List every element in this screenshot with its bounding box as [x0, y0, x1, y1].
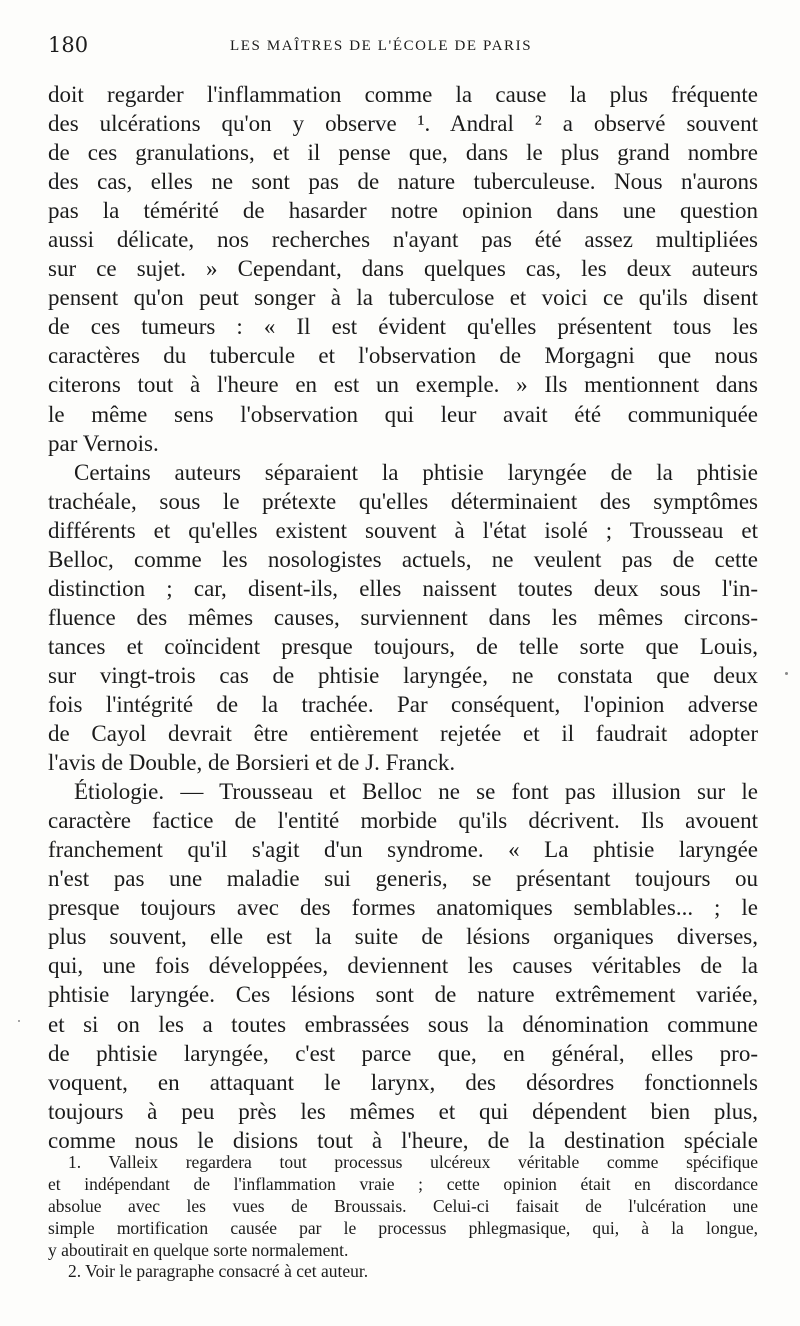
text-line: phtisie laryngée. Ces lésions sont de nature extrêmement variée,: [48, 982, 758, 1008]
text-line: des cas, elles ne sont pas de nature tuberculeuse. Nous n'aurons: [48, 169, 758, 195]
text-line: Certains auteurs séparaient la phtisie laryngée de la phtisie: [74, 459, 758, 485]
text-line: Étiologie. — Trousseau et Belloc ne se font pas illusion sur le: [74, 779, 758, 805]
text-line: de Cayol devrait être entièrement rejetée et il faudrait adopter: [48, 721, 758, 747]
text-line: doit regarder l'inflammation comme la cause la plus fréquente: [48, 82, 758, 107]
text-line: différents et qu'elles existent souvent à l'état isolé ; Trousseau et: [48, 517, 758, 543]
text-line: sur vingt-trois cas de phtisie laryngée, ne constata que deux: [48, 662, 758, 688]
text-line: fois l'intégrité de la trachée. Par conséquent, l'opinion adverse: [48, 691, 758, 717]
text-line: comme nous le disions tout à l'heure, de la destination spéciale: [48, 1127, 758, 1153]
text-line: des ulcérations qu'on y observe ¹. Andral ² a observé souvent: [48, 111, 758, 137]
text-line: l'avis de Double, de Borsieri et de J. Franck.: [48, 750, 456, 776]
text-line: Belloc, comme les nosologistes actuels, ne veulent pas de cette: [48, 546, 758, 572]
text-line: et si on les a toutes embrassées sous la dénomination commune: [48, 1011, 758, 1037]
text-line: fluence des mêmes causes, surviennent dans les mêmes circons-: [48, 604, 758, 630]
text-line: de ces tumeurs : « Il est évident qu'elles présentent tous les: [48, 314, 758, 340]
footnote-line: et indépendant de l'inflammation vraie ; cette opinion était en discordance: [48, 1173, 758, 1194]
text-line: citerons tout à l'heure en est un exemple. » Ils mentionnent dans: [48, 372, 758, 398]
text-line: voquent, en attaquant le larynx, des désordres fonctionnels: [48, 1069, 758, 1095]
text-line: de ces granulations, et il pense que, dans le plus grand nombre: [48, 140, 758, 166]
footnote-line: simple mortification causée par le processus phlegmasique, qui, à la longue,: [48, 1217, 758, 1238]
text-line: tances et coïncident presque toujours, de telle sorte que Louis,: [48, 633, 758, 659]
footnote-line: 1. Valleix regardera tout processus ulcéreux véritable comme spécifique: [68, 1152, 758, 1172]
text-line: pas la témérité de hasarder notre opinion dans une question: [48, 198, 758, 224]
text-line: de phtisie laryngée, c'est parce que, en général, elles pro-: [48, 1040, 758, 1066]
footnote-line: y aboutirait en quelque sorte normalement.: [48, 1239, 349, 1260]
page-header: [48, 30, 758, 62]
footnote-line: absolue avec les vues de Broussais. Celui-ci faisait de l'ulcération une: [48, 1195, 758, 1216]
running-title: LES MAÎTRES DE L'ÉCOLE DE PARIS: [230, 38, 533, 54]
text-line: le même sens l'observation qui leur avait été communiquée: [48, 401, 758, 427]
main-text: [48, 80, 758, 1155]
paper-speck: [785, 672, 788, 675]
text-line: pensent qu'on peut songer à la tuberculose et voici ce qu'ils disent: [48, 285, 758, 311]
text-line: par Vernois.: [48, 430, 159, 456]
text-line: qui, une fois développées, deviennent les causes véritables de la: [48, 953, 758, 979]
text-line: sur ce sujet. » Cependant, dans quelques cas, les deux auteurs: [48, 256, 758, 282]
text-line: aussi délicate, nos recherches n'ayant pas été assez multipliées: [48, 227, 758, 253]
page-number: 180: [48, 33, 89, 57]
text-line: presque toujours avec des formes anatomiques semblables... ; le: [48, 895, 758, 921]
text-line: caractère factice de l'entité morbide qu'ils décrivent. Ils avouent: [48, 808, 758, 834]
paper-speck: [18, 1020, 20, 1022]
footnote-line: 2. Voir le paragraphe consacré à cet auteur.: [68, 1261, 369, 1282]
text-line: franchement qu'il s'agit d'un syndrome. « La phtisie laryngée: [48, 837, 758, 863]
text-line: plus souvent, elle est la suite de lésions organiques diverses,: [48, 924, 758, 950]
text-line: toujours à peu près les mêmes et qui dépendent bien plus,: [48, 1098, 758, 1124]
text-line: trachéale, sous le prétexte qu'elles déterminaient des symptômes: [48, 488, 758, 514]
text-line: n'est pas une maladie sui generis, se présentant toujours ou: [48, 866, 758, 892]
text-line: caractères du tubercule et l'observation de Morgagni que nous: [48, 343, 758, 369]
text-line: distinction ; car, disent-ils, elles naissent toutes deux sous l'in-: [48, 575, 758, 601]
footnotes: [48, 1152, 758, 1283]
